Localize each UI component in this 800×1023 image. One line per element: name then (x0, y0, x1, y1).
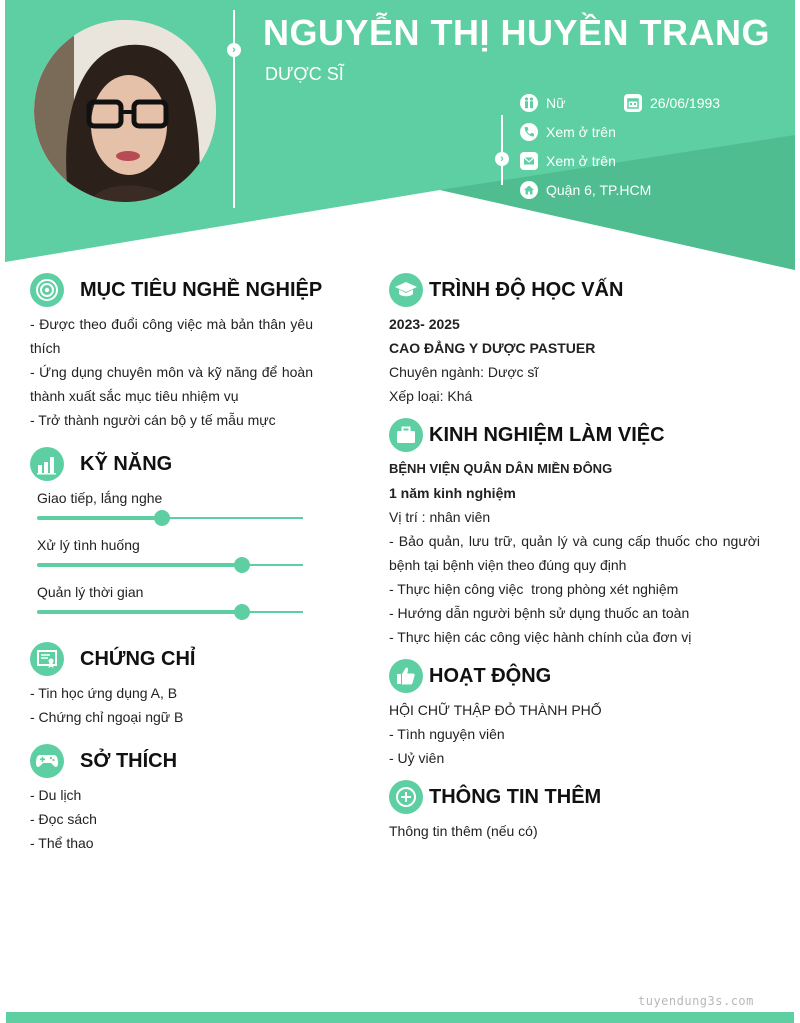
skill-label: Giao tiếp, lắng nghe (37, 490, 163, 506)
skills-heading (30, 447, 172, 481)
skill-knob (154, 510, 170, 526)
skill-bar (37, 564, 303, 566)
experience-duty: - Hướng dẫn người bệnh sử dụng thuốc an toàn (389, 605, 690, 621)
hobby-line: - Đọc sách (30, 811, 97, 827)
contact-divider-line (501, 115, 503, 185)
chevron-right-icon: › (227, 43, 241, 57)
hobby-line: - Thể thao (30, 835, 94, 851)
additional-title: THÔNG TIN THÊM (429, 785, 602, 808)
education-period: 2023- 2025 (389, 316, 460, 332)
home-icon (520, 181, 538, 199)
avatar (34, 20, 216, 202)
experience-position: Vị trí : nhân viên (389, 509, 491, 525)
address-info (520, 181, 651, 199)
email-value: Xem ở trên (546, 153, 616, 169)
briefcase-icon (389, 418, 423, 452)
additional-heading (389, 780, 601, 814)
birthday-info (624, 94, 720, 112)
activity-line: - Tình nguyện viên (389, 726, 505, 742)
education-school: CAO ĐẲNG Y DƯỢC PASTUER (389, 340, 596, 356)
certificate-icon (30, 642, 64, 676)
phone-value: Xem ở trên (546, 124, 616, 140)
experience-company: BỆNH VIỆN QUÂN DÂN MIỀN ĐÔNG (389, 461, 613, 476)
footer-bar (6, 1012, 794, 1023)
additional-text: Thông tin thêm (nếu có) (389, 823, 538, 839)
graduation-cap-icon (389, 273, 423, 307)
objective-line: - Trở thành người cán bộ y tế mẫu mực (30, 412, 276, 428)
skill-knob (234, 557, 250, 573)
experience-duty: - Bảo quản, lưu trữ, quản lý và cung cấp thuốc cho người bệnh tại bệnh viện theo đúng quy định (389, 533, 760, 573)
experience-duty: - Thực hiện công việc trong phòng xét nghiệm (389, 581, 679, 597)
skill-fill (37, 610, 242, 614)
objective-title: MỤC TIÊU NGHỀ NGHIỆP (80, 278, 323, 301)
certificate-line: - Tin học ứng dụng A, B (30, 685, 178, 701)
activities-title: HOẠT ĐỘNG (429, 664, 552, 687)
objective-line: - Ứng dụng chuyên môn và kỹ năng để hoàn thành xuất sắc mục tiêu nhiệm vụ (30, 364, 313, 404)
objective-heading (30, 273, 322, 307)
bar-chart-icon (30, 447, 64, 481)
phone-info (520, 123, 616, 141)
job-title: DƯỢC SĨ (265, 64, 344, 84)
gender-value: Nữ (546, 95, 566, 111)
target-icon (30, 273, 64, 307)
calendar-icon (624, 94, 642, 112)
skills-title: KỸ NĂNG (80, 452, 173, 475)
certificates-heading (30, 642, 195, 676)
watermark: tuyendung3s.com (638, 994, 754, 1008)
header-divider-line (233, 10, 235, 208)
plus-icon (389, 780, 423, 814)
activity-line: - Uỷ viên (389, 750, 445, 766)
education-grade: Xếp loại: Khá (389, 388, 473, 404)
gender-icon (520, 94, 538, 112)
certificate-line: - Chứng chỉ ngoại ngữ B (30, 709, 184, 725)
skill-bar (37, 517, 303, 519)
skill-fill (37, 563, 242, 567)
education-heading (389, 273, 623, 307)
objective-line: - Được theo đuổi công việc mà bản thân yêu thích (30, 316, 313, 356)
experience-duration: 1 năm kinh nghiệm (389, 485, 516, 501)
hobby-line: - Du lịch (30, 787, 82, 803)
candidate-name: NGUYỄN THỊ HUYỀN TRANG (263, 12, 771, 53)
address-value: Quận 6, TP.HCM (546, 182, 652, 198)
gamepad-icon (30, 744, 64, 778)
chevron-right-icon: › (495, 152, 509, 166)
email-info (520, 152, 616, 170)
thumbs-up-icon (389, 659, 423, 693)
experience-heading (389, 418, 665, 452)
skill-bar (37, 611, 303, 613)
certificates-title: CHỨNG CHỈ (80, 647, 196, 670)
hobbies-title: SỞ THÍCH (80, 749, 178, 772)
education-title: TRÌNH ĐỘ HỌC VẤN (429, 278, 624, 301)
gender-info (520, 94, 565, 112)
activity-org: HỘI CHỮ THẬP ĐỎ THÀNH PHỐ (389, 702, 602, 718)
education-major: Chuyên ngành: Dược sĩ (389, 364, 539, 380)
activities-heading (389, 659, 551, 693)
skill-label: Quản lý thời gian (37, 584, 144, 600)
skill-fill (37, 516, 162, 520)
hobbies-heading (30, 744, 177, 778)
experience-duty: - Thực hiện các công việc hành chính của đơn vị (389, 629, 692, 645)
experience-title: KINH NGHIỆM LÀM VIỆC (429, 423, 665, 446)
phone-icon (520, 123, 538, 141)
birthday-value: 26/06/1993 (650, 95, 721, 111)
skill-label: Xử lý tình huống (37, 537, 140, 553)
mail-icon (520, 152, 538, 170)
skill-knob (234, 604, 250, 620)
